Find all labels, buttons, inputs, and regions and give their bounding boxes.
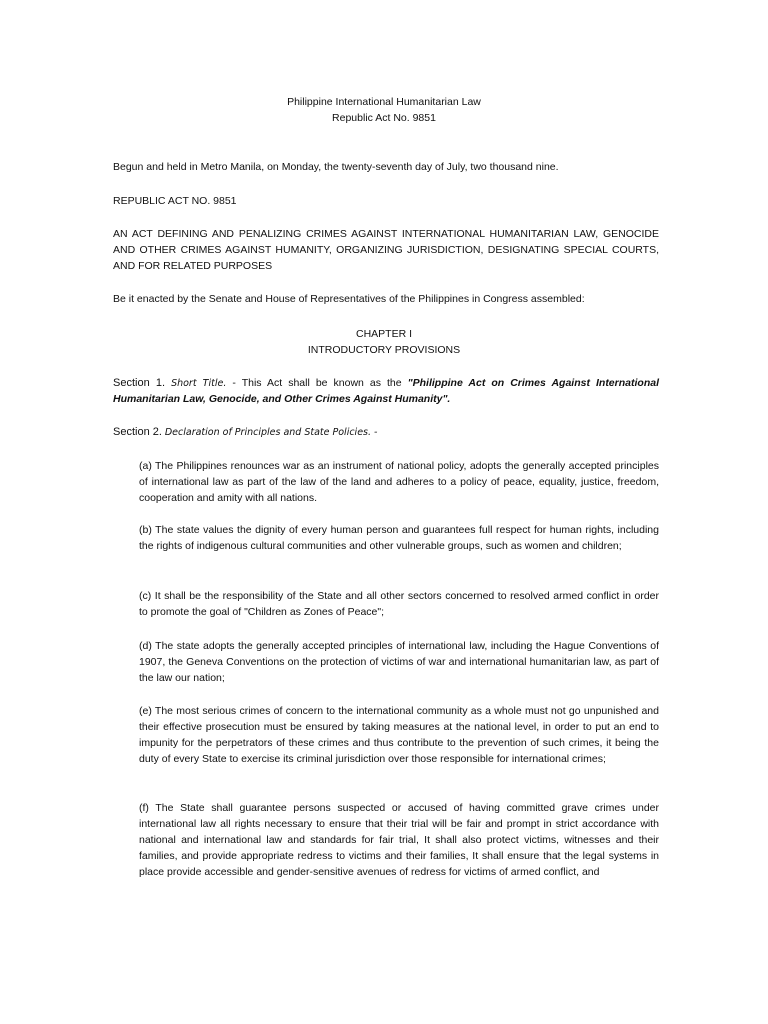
- act-title: AN ACT DEFINING AND PENALIZING CRIMES AGAINST INTERNATIONAL HUMANITARIAN LAW, GENOCIDE AND OTHER CRIMES AGAINST HUMANITY, ORGANIZING JURISDICTION, DESIGNATING SPECIAL COURTS, AND FOR RELATED PURPOSES: [113, 228, 659, 272]
- section-2-heading: Declaration of Principles and State Policies.: [164, 427, 372, 438]
- section-1-separator: -: [226, 377, 242, 389]
- section-2-label: Section 2.: [113, 426, 162, 438]
- enactment-clause: Be it enacted by the Senate and House of Representatives of the Philippines in Congress assembled:: [113, 293, 585, 305]
- chapter-number: CHAPTER I: [355, 328, 412, 340]
- paragraph-d: (d) The state adopts the generally accepted principles of international law, including the Hague Conventions of 1907, the Geneva Conventions on the protection of victims of war and international humanitarian law, as part of the law our nation;: [139, 640, 659, 684]
- section-2: [113, 425, 659, 441]
- section-1-heading: Short Title.: [171, 378, 227, 389]
- section-1-label: Section 1.: [113, 377, 166, 389]
- paragraph-f: (f) The State shall guarantee persons suspected or accused of having committed grave crimes under international law all rights necessary to ensure that their trial will be fair and prompt in strict accordance with national and international law and standards for fair trial, It shall also protect victims, witnesses and their families, and provide appropriate redress to victims and their families, It shall ensure that the legal systems in place provide accessible and gender-sensitive avenues of redress for victims of armed conflict, and: [139, 802, 659, 878]
- begun-statement: Begun and held in Metro Manila, on Monday, the twenty-seventh day of July, two thousand nine.: [113, 161, 559, 173]
- chapter-heading: [200, 327, 568, 359]
- document-title: [200, 95, 568, 127]
- paragraph-a: (a) The Philippines renounces war as an instrument of national policy, adopts the generally accepted principles of international law as part of the law of the land and adheres to a policy of peace, equality, justice, freedom, cooperation and amity with all nations.: [139, 460, 659, 504]
- section-2-separator: -: [371, 427, 378, 438]
- section-1-act-name: "Philippine Act on Crimes Against International Humanitarian Law, Genocide, and Other Crimes Against Humanity".: [113, 377, 659, 405]
- paragraph-e: (e) The most serious crimes of concern to the international community as a whole must not go unpunished and their effective prosecution must be ensured by taking measures at the national level, in order to put an end to impunity for the perpetrators of these crimes and thus contribute to the prevention of such crimes, it being the duty of every State to exercise its criminal jurisdiction over those responsible for international crimes;: [139, 705, 659, 765]
- paragraph-b: (b) The state values the dignity of every human person and guarantees full respect for human rights, including the rights of indigenous cultural communities and other vulnerable groups, such as women and children;: [139, 524, 659, 552]
- act-number: REPUBLIC ACT NO. 9851: [113, 195, 237, 207]
- title-line-2: Republic Act No. 9851: [332, 111, 436, 124]
- paragraph-c: (c) It shall be the responsibility of the State and all other sectors concerned to resolved armed conflict in order to promote the goal of "Children as Zones of Peace";: [139, 590, 659, 618]
- section-1: [113, 376, 659, 408]
- title-line-1: Philippine International Humanitarian Law: [287, 96, 481, 108]
- chapter-title: INTRODUCTORY PROVISIONS: [307, 343, 461, 356]
- section-1-text: This Act shall be known as the: [241, 377, 408, 389]
